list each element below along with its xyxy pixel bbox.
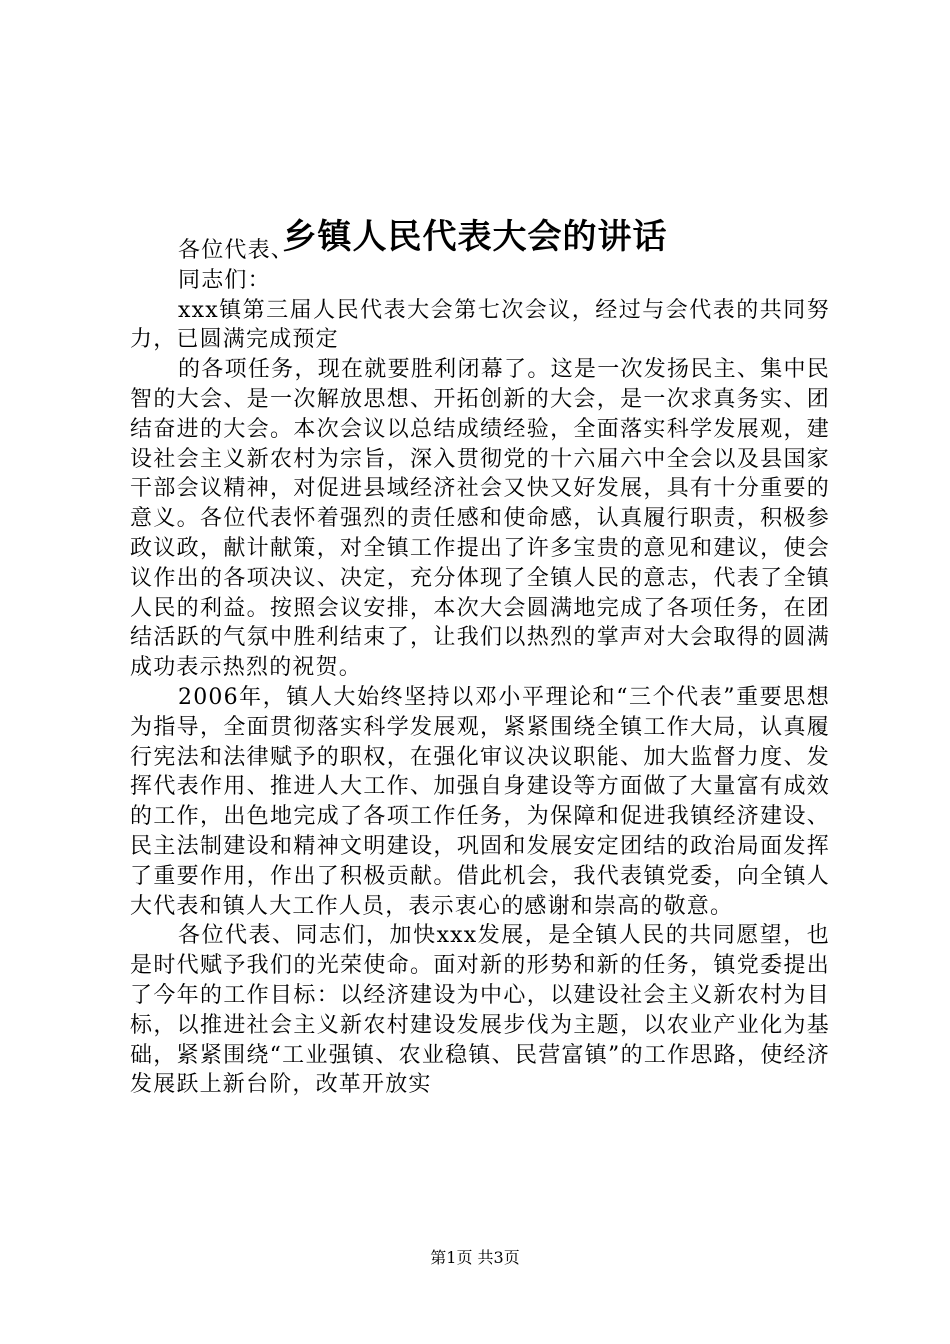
- body-paragraph: 2006年，镇人大始终坚持以邓小平理论和“三个代表”重要思想为指导，全面贯彻落实科学发展观，紧紧围绕全镇工作大局，认真履行宪法和法律赋予的职权，在强化审议决议职能、加大监督力度、发挥代表作用、推进人大工作、加强自身建设等方面做了大量富有成效的工作，出色地完成了各项工作任务，为保障和促进我镇经济建设、民主法制建设和精神文明建设，巩固和发展安定团结的政治局面发挥了重要作用，作出了积极贡献。借此机会，我代表镇党委，向全镇人大代表和镇人大工作人员，表示衷心的感谢和崇高的敬意。: [130, 684, 830, 919]
- salutation-line: 各位代表、: [178, 238, 295, 263]
- body-paragraph: xxx镇第三届人民代表大会第七次会议，经过与会代表的共同努力，已圆满完成预定: [130, 297, 830, 353]
- salutation-line: 同志们：: [178, 267, 271, 293]
- document-body: [130, 236, 830, 1100]
- body-paragraph: 各位代表、同志们，加快xxx发展，是全镇人民的共同愿望，也是时代赋予我们的光荣使命。面对新的形势和新的任务，镇党委提出了今年的工作目标：以经济建设为中心，以建设社会主义新农村为目标，以推进社会主义新农村建设发展步伐为主题，以农业产业化为基础，紧紧围绕“工业强镇、农业稳镇、民营富镇”的工作思路，使经济发展跃上新台阶，改革开放实: [130, 923, 830, 1098]
- document-title: 乡镇人民代表大会的讲话: [282, 216, 668, 257]
- page-footer: 第1页 共3页: [430, 1248, 520, 1267]
- body-paragraph: 的各项任务，现在就要胜利闭幕了。这是一次发扬民主、集中民智的大会、是一次解放思想、开拓创新的大会，是一次求真务实、团结奋进的大会。本次会议以总结成绩经验，全面落实科学发展观，建设社会主义新农村为宗旨，深入贯彻党的十六届六中全会以及县国家干部会议精神，对促进县域经济社会又快又好发展，具有十分重要的意义。各位代表怀着强烈的责任感和使命感，认真履行职责，积极参政议政，献计献策，对全镇工作提出了许多宝贵的意见和建议，使会议作出的各项决议、决定，充分体现了全镇人民的意志，代表了全镇人民的利益。按照会议安排，本次大会圆满地完成了各项任务，在团结活跃的气氛中胜利结束了，让我们以热烈的掌声对大会取得的圆满成功表示热烈的祝贺。: [130, 357, 830, 681]
